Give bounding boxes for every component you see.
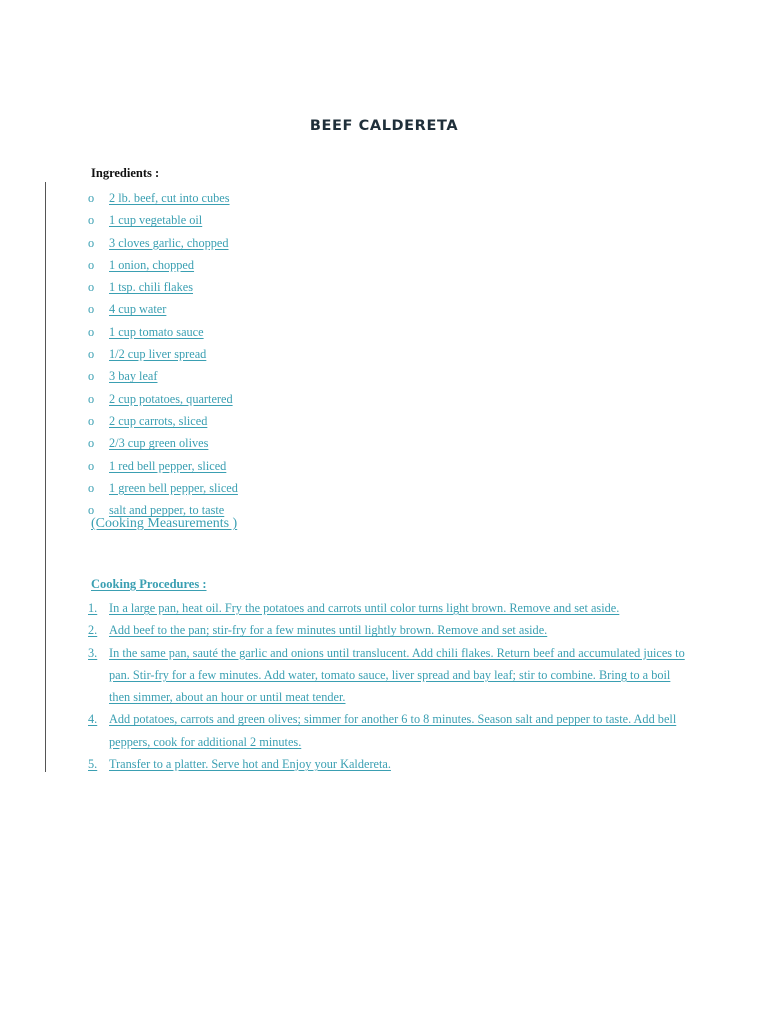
list-item[interactable] [88, 455, 238, 477]
step-text[interactable]: Add beef to the pan; stir-fry for a few minutes until lightly brown. Remove and set aside. [109, 623, 548, 638]
procedure-step[interactable] [88, 642, 688, 709]
bullet: o [88, 257, 95, 272]
margin-rule [45, 182, 46, 772]
bullet: o [88, 347, 95, 362]
bullet: o [88, 503, 95, 518]
bullet: o [88, 235, 95, 250]
ingredient-text[interactable]: 2 cup potatoes, quartered [109, 391, 233, 406]
bullet: o [88, 324, 95, 339]
list-item[interactable] [88, 477, 238, 499]
list-item[interactable] [88, 410, 238, 432]
ingredient-text[interactable]: 1/2 cup liver spread [109, 347, 207, 362]
list-item[interactable] [88, 298, 238, 320]
step-text[interactable]: Transfer to a platter. Serve hot and Enjoy your Kaldereta. [109, 757, 391, 772]
list-item[interactable] [88, 209, 238, 231]
procedure-step[interactable] [88, 619, 688, 641]
ingredient-text[interactable]: 2 lb. beef, cut into cubes [109, 191, 230, 205]
step-text[interactable]: Add potatoes, carrots and green olives; simmer for another 6 to 8 minutes. Season salt and pepper to taste. Add bell peppers, cook for additional 2 minutes. [109, 712, 677, 749]
list-item[interactable] [88, 365, 238, 387]
bullet: o [88, 391, 95, 406]
list-item[interactable] [88, 388, 238, 410]
list-item[interactable] [88, 232, 238, 254]
ingredient-text[interactable]: salt and pepper, to taste [109, 503, 225, 518]
ingredient-text[interactable]: 3 bay leaf [109, 369, 158, 384]
ingredient-text[interactable]: 4 cup water [109, 302, 167, 317]
page-title: BEEF CALDERETA [309, 118, 459, 134]
ingredient-text[interactable]: 1 cup tomato sauce [109, 324, 204, 339]
procedure-step[interactable] [88, 753, 688, 775]
procedures-heading[interactable]: Cooking Procedures : [91, 577, 207, 591]
list-item[interactable] [88, 432, 238, 454]
ingredients-heading: Ingredients : [91, 166, 160, 180]
bullet: o [88, 302, 95, 317]
step-number: 2. [88, 623, 98, 638]
cooking-measurements-link[interactable]: (Cooking Measurements ) [91, 516, 238, 531]
list-item[interactable] [88, 187, 238, 209]
step-text[interactable]: In the same pan, sauté the garlic and onions until translucent. Add chili flakes. Return beef and accumulated juices to pan. Stir-fry for a few minutes. Add water, tomato sauce, liver spread and bay leaf; stir to combine. Bring to a boil then simmer, about an hour or until meat tender. [109, 645, 685, 705]
list-item[interactable] [88, 343, 238, 365]
procedure-step[interactable] [88, 708, 688, 753]
step-text[interactable]: In a large pan, heat oil. Fry the potatoes and carrots until color turns light brown. Remove and set aside. [109, 601, 620, 615]
ingredient-text[interactable]: 1 green bell pepper, sliced [109, 480, 238, 495]
bullet: o [88, 280, 95, 295]
ingredients-list [88, 187, 238, 521]
procedures-list [88, 597, 688, 775]
bullet: o [88, 213, 95, 228]
step-number: 4. [88, 712, 98, 727]
bullet: o [88, 458, 95, 473]
bullet: o [88, 191, 95, 205]
bullet: o [88, 413, 95, 428]
bullet: o [88, 369, 95, 384]
step-number: 3. [88, 645, 98, 660]
ingredient-text[interactable]: 3 cloves garlic, chopped [109, 235, 229, 250]
step-number: 5. [88, 757, 98, 772]
ingredient-text[interactable]: 2 cup carrots, sliced [109, 413, 208, 428]
bullet: o [88, 480, 95, 495]
step-number: 1. [88, 601, 98, 615]
ingredient-text[interactable]: 1 onion, chopped [109, 257, 195, 272]
ingredient-text[interactable]: 1 red bell pepper, sliced [109, 458, 227, 473]
bullet: o [88, 436, 95, 451]
procedure-step[interactable] [88, 597, 688, 619]
ingredient-text[interactable]: 1 cup vegetable oil [109, 213, 203, 228]
ingredient-text[interactable]: 1 tsp. chili flakes [109, 280, 194, 295]
list-item[interactable] [88, 321, 238, 343]
list-item[interactable] [88, 254, 238, 276]
list-item[interactable] [88, 276, 238, 298]
ingredient-text[interactable]: 2/3 cup green olives [109, 436, 209, 451]
